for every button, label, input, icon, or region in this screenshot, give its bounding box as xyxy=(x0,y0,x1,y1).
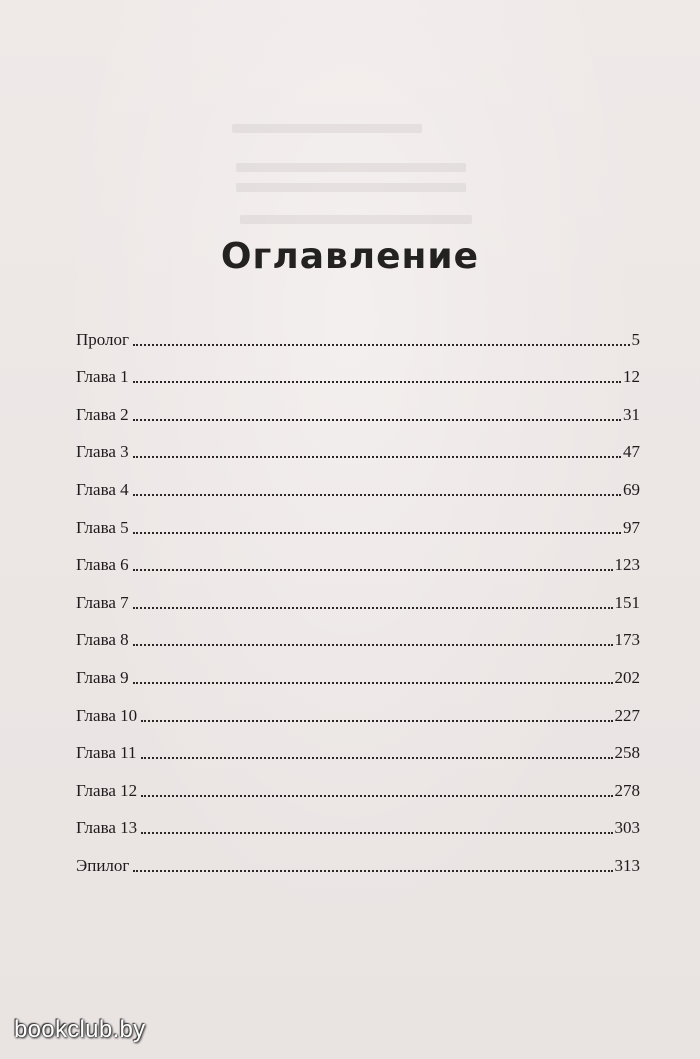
show-through-line xyxy=(232,124,422,133)
toc-entry-page: 97 xyxy=(623,517,640,537)
toc-entry-page: 227 xyxy=(614,705,640,725)
show-through-line xyxy=(236,183,466,192)
show-through-line xyxy=(236,163,466,172)
dot-leader xyxy=(133,607,613,609)
dot-leader xyxy=(133,682,613,684)
toc-entry-page: 258 xyxy=(614,743,640,763)
toc-entry-page: 12 xyxy=(623,367,640,387)
toc-entry-page: 303 xyxy=(614,818,640,838)
toc-entry-label: Эпилог xyxy=(76,855,130,875)
toc-entry-label: Глава 3 xyxy=(76,442,129,462)
toc-entry-chapter-5 xyxy=(76,501,640,539)
toc-entry-prologue xyxy=(76,313,640,351)
dot-leader xyxy=(133,569,613,571)
toc-entry-chapter-9 xyxy=(76,651,640,689)
toc-entry-chapter-6 xyxy=(76,539,640,577)
dot-leader xyxy=(133,870,612,872)
toc-entry-label: Глава 11 xyxy=(76,743,137,763)
toc-entry-chapter-7 xyxy=(76,576,640,614)
toc-entry-epilogue xyxy=(76,839,640,877)
toc-entry-chapter-12 xyxy=(76,764,640,802)
dot-leader xyxy=(141,720,612,722)
page-title: Оглавление xyxy=(220,236,480,277)
toc-entry-chapter-1 xyxy=(76,351,640,389)
toc-entry-page: 69 xyxy=(623,479,640,499)
toc-entry-chapter-8 xyxy=(76,614,640,652)
toc-entry-page: 5 xyxy=(631,329,640,349)
toc-entry-chapter-4 xyxy=(76,463,640,501)
toc-entry-label: Глава 7 xyxy=(76,592,129,612)
toc-entry-label: Глава 2 xyxy=(76,404,129,424)
dot-leader xyxy=(133,494,621,496)
toc-entry-chapter-3 xyxy=(76,426,640,464)
dot-leader xyxy=(141,832,612,834)
toc-entry-label: Пролог xyxy=(76,329,130,349)
table-of-contents xyxy=(76,313,640,877)
toc-entry-page: 278 xyxy=(614,780,640,800)
toc-entry-label: Глава 9 xyxy=(76,667,129,687)
dot-leader xyxy=(141,795,612,797)
dot-leader xyxy=(133,532,621,534)
toc-entry-label: Глава 8 xyxy=(76,630,129,650)
show-through-line xyxy=(240,215,472,224)
dot-leader xyxy=(133,456,621,458)
toc-entry-page: 202 xyxy=(614,667,640,687)
site-watermark: bookclub.by xyxy=(14,1016,146,1043)
toc-entry-label: Глава 6 xyxy=(76,555,129,575)
toc-entry-label: Глава 5 xyxy=(76,517,129,537)
toc-entry-page: 151 xyxy=(614,592,640,612)
toc-entry-page: 173 xyxy=(614,630,640,650)
dot-leader xyxy=(133,344,629,346)
toc-entry-label: Глава 12 xyxy=(76,780,138,800)
toc-entry-label: Глава 10 xyxy=(76,705,138,725)
toc-entry-label: Глава 13 xyxy=(76,818,138,838)
toc-entry-chapter-10 xyxy=(76,689,640,727)
toc-entry-chapter-2 xyxy=(76,388,640,426)
dot-leader xyxy=(133,419,621,421)
toc-entry-page: 313 xyxy=(614,855,640,875)
toc-entry-label: Глава 4 xyxy=(76,479,129,499)
toc-entry-label: Глава 1 xyxy=(76,367,129,387)
dot-leader xyxy=(133,381,621,383)
dot-leader xyxy=(141,757,613,759)
toc-entry-chapter-11 xyxy=(76,727,640,765)
dot-leader xyxy=(133,644,613,646)
toc-entry-chapter-13 xyxy=(76,802,640,840)
toc-entry-page: 31 xyxy=(623,404,640,424)
toc-entry-page: 47 xyxy=(623,442,640,462)
toc-entry-page: 123 xyxy=(614,555,640,575)
